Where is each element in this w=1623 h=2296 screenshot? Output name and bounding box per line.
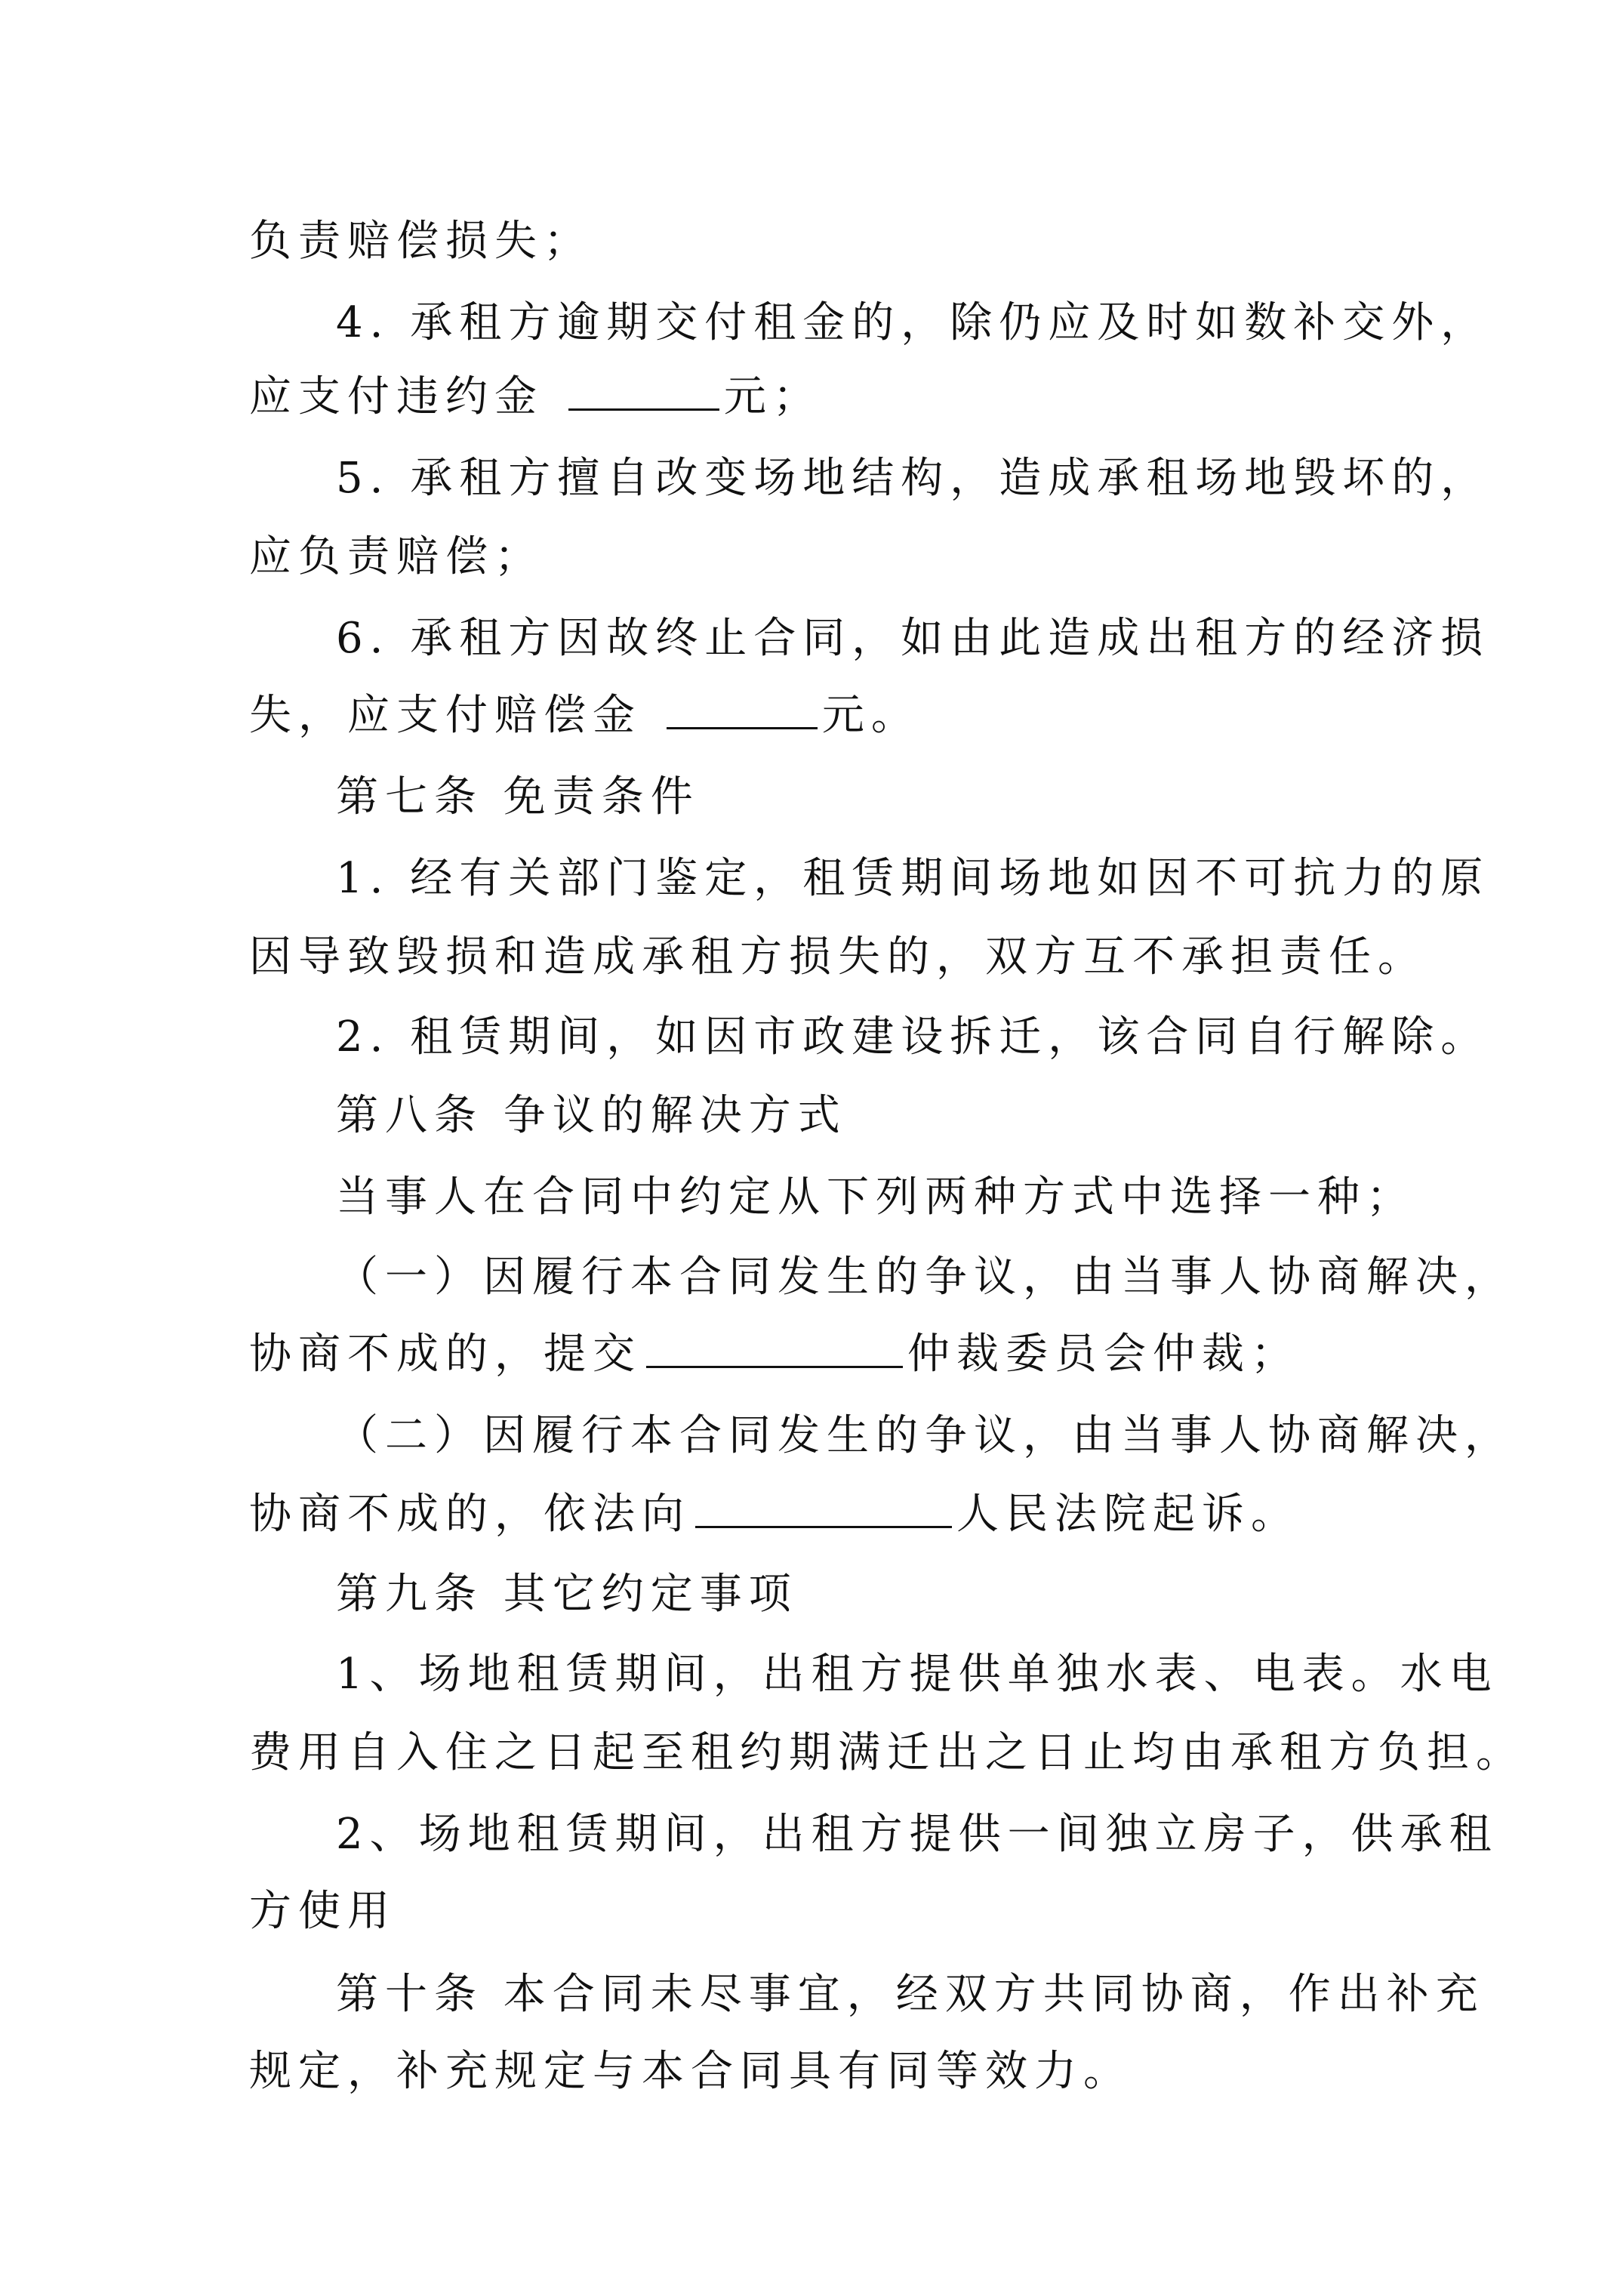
clause-text: 协商不成的，依法向 [249,1490,691,1539]
clause-text: 元； [723,372,822,421]
clause-line: 应负责赔偿； [249,532,544,581]
clause-7-heading: 第七条 免责条件 [336,772,700,821]
clause-text: 失，应支付赔偿金 [249,691,662,740]
clause-line: 负责赔偿损失； [249,217,593,266]
clause-text: 元。 [821,691,920,740]
clause-8-intro: 当事人在合同中约定从下列两种方式中选择一种； [336,1173,1415,1222]
arbitration-committee-blank [646,1328,903,1368]
clause-8-heading: 第八条 争议的解决方式 [336,1091,847,1140]
clause-text: 应支付违约金 [249,372,564,421]
clause-line [249,689,920,743]
clause-line: 因导致毁损和造成承租方损失的，双方互不承担责任。 [249,932,1427,982]
clause-line [249,370,822,424]
compensation-amount-blank [667,689,818,729]
clause-line: 方使用 [249,1887,396,1936]
clause-6-item-5: 5. 承租方擅自改变场地结构，造成承租场地毁坏的， [336,454,1490,503]
clause-9-item-1: 1、场地租赁期间，出租方提供单独水表、电表。水电 [336,1650,1498,1699]
clause-text: 人民法院起诉。 [956,1490,1300,1539]
clause-6-item-6: 6. 承租方因故终止合同，如由此造成出租方的经济损 [336,614,1490,663]
penalty-amount-blank [568,371,719,411]
clause-text: 仲裁委员会仲裁； [907,1330,1300,1379]
court-name-blank [695,1488,952,1528]
clause-line: 规定，补充规定与本合同具有同等效力。 [249,2047,1132,2096]
clause-10: 第十条 本合同未尽事宜，经双方共同协商，作出补充 [336,1970,1485,2019]
clause-6-item-4: 4. 承租方逾期交付租金的，除仍应及时如数补交外， [336,298,1490,347]
clause-line [249,1327,1300,1382]
clause-9-heading: 第九条 其它约定事项 [336,1570,798,1619]
clause-line: 费用自入住之日起至租约期满迁出之日止均由承租方负担。 [249,1728,1525,1777]
clause-text: 协商不成的，提交 [249,1330,642,1379]
clause-8-option-1: （一）因履行本合同发生的争议，由当事人协商解决， [336,1253,1514,1302]
clause-line [249,1487,1300,1542]
clause-7-item-1: 1. 经有关部门鉴定，租赁期间场地如因不可抗力的原 [336,854,1490,903]
clause-8-option-2: （二）因履行本合同发生的争议，由当事人协商解决， [336,1411,1514,1460]
clause-9-item-2: 2、场地租赁期间，出租方提供一间独立房子，供承租 [336,1810,1498,1859]
clause-7-item-2: 2. 租赁期间，如因市政建设拆迁，该合同自行解除。 [336,1012,1490,1062]
